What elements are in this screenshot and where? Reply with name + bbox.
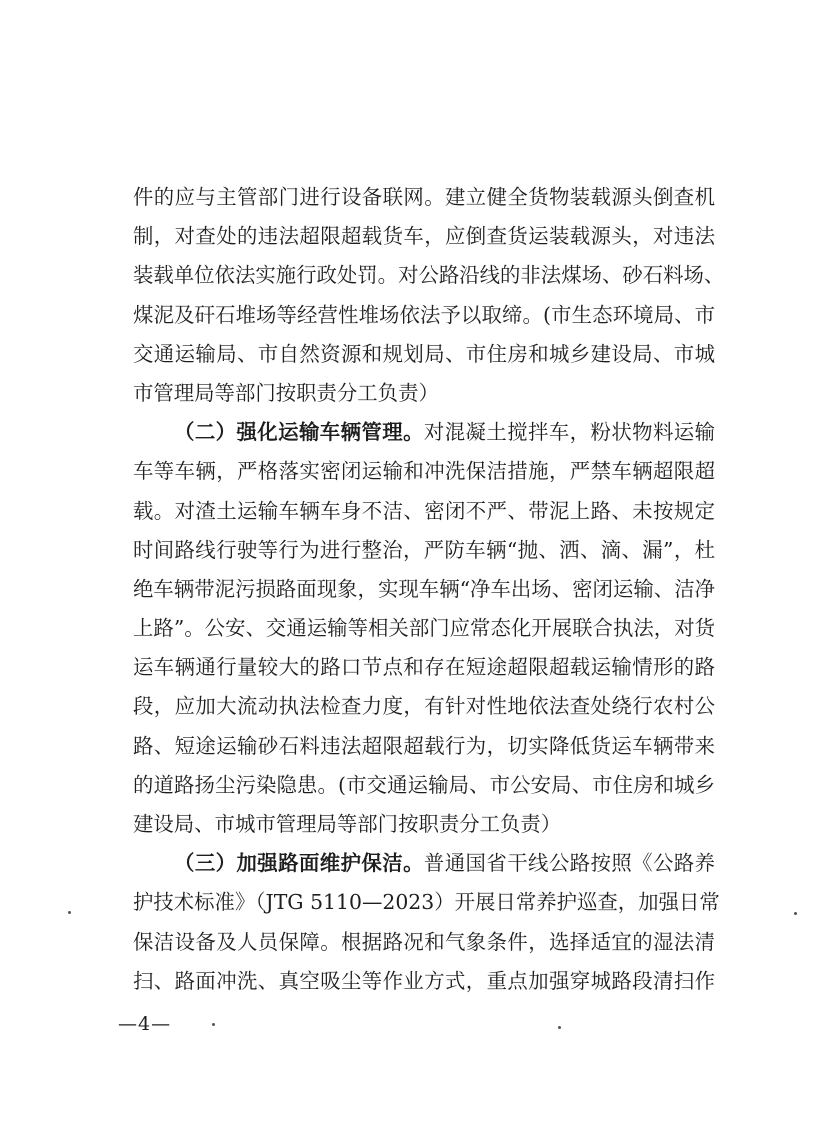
text-line: 交通运输局、市自然资源和规划局、市住房和城乡建设局、市城 — [133, 341, 715, 366]
text-run: 对混凝土搅拌车，粉状物料运输 — [423, 420, 716, 445]
scan-speck — [68, 911, 71, 914]
text-line: 载。对渣土运输车辆车身不洁、密闭不严、带泥上路、未按规定 — [133, 498, 715, 523]
text-line: 护技术标准》（JTG 5110—2023）开展日常养护巡查，加强日常 — [133, 890, 720, 915]
text-line: 绝车辆带泥污损路面现象，实现车辆“净车出场、密闭运输、洁净 — [133, 576, 715, 601]
text-line: 车等车辆，严格落实密闭运输和冲洗保洁措施，严禁车辆超限超 — [133, 459, 715, 484]
text-line: 段，应加大流动执法检查力度，有针对性地依法查处绕行农村公 — [133, 694, 715, 719]
section-heading: （二）强化运输车辆管理。 — [174, 420, 424, 445]
page-number: —4— — [118, 1013, 172, 1035]
text-line: 建设局、市城市管理局等部门按职责分工负责） — [133, 812, 562, 836]
text-line: 装载单位依法实施行政处罚。对公路沿线的非法煤场、砂石料场、 — [133, 263, 725, 288]
scan-speck — [558, 1026, 561, 1029]
text-line: 时间路线行驶等行为进行整治，严防车辆“抛、洒、滴、漏”，杜 — [133, 537, 715, 562]
text-line: 制，对查处的违法超限超载货车，应倒查货运装载源头，对违法 — [133, 224, 715, 249]
body-text — [133, 178, 725, 1001]
text-line: 市管理局等部门按职责分工负责） — [133, 380, 439, 405]
scan-speck — [794, 912, 797, 915]
text-line: 煤泥及矸石堆场等经营性堆场依法予以取缔。(市生态环境局、市 — [133, 302, 715, 327]
text-line: 运车辆通行量较大的路口节点和存在短途超限超载运输情形的路 — [133, 655, 715, 680]
paragraph-first-line — [133, 413, 715, 452]
text-line: 扫、路面冲洗、真空吸尘等作业方式，重点加强穿城路段清扫作 — [133, 968, 715, 993]
text-line: 上路”。公安、交通运输等相关部门应常态化开展联合执法，对货 — [133, 616, 715, 641]
text-line: 件的应与主管部门进行设备联网。建立健全货物装载源头倒查机 — [133, 185, 715, 209]
scan-speck — [212, 1023, 215, 1026]
text-line: 的道路扬尘污染隐患。(市交通运输局、市公安局、市住房和城乡 — [133, 772, 715, 797]
text-line: 保洁设备及人员保障。根据路况和气象条件，选择适宜的湿法清 — [133, 929, 715, 954]
paragraph-first-line — [133, 844, 715, 883]
section-heading: （三）加强路面维护保洁。 — [174, 851, 424, 876]
text-run: 普通国省干线公路按照《公路养 — [423, 851, 716, 876]
text-line: 路、短途运输砂石料违法超限超载行为，切实降低货运车辆带来 — [133, 733, 715, 758]
